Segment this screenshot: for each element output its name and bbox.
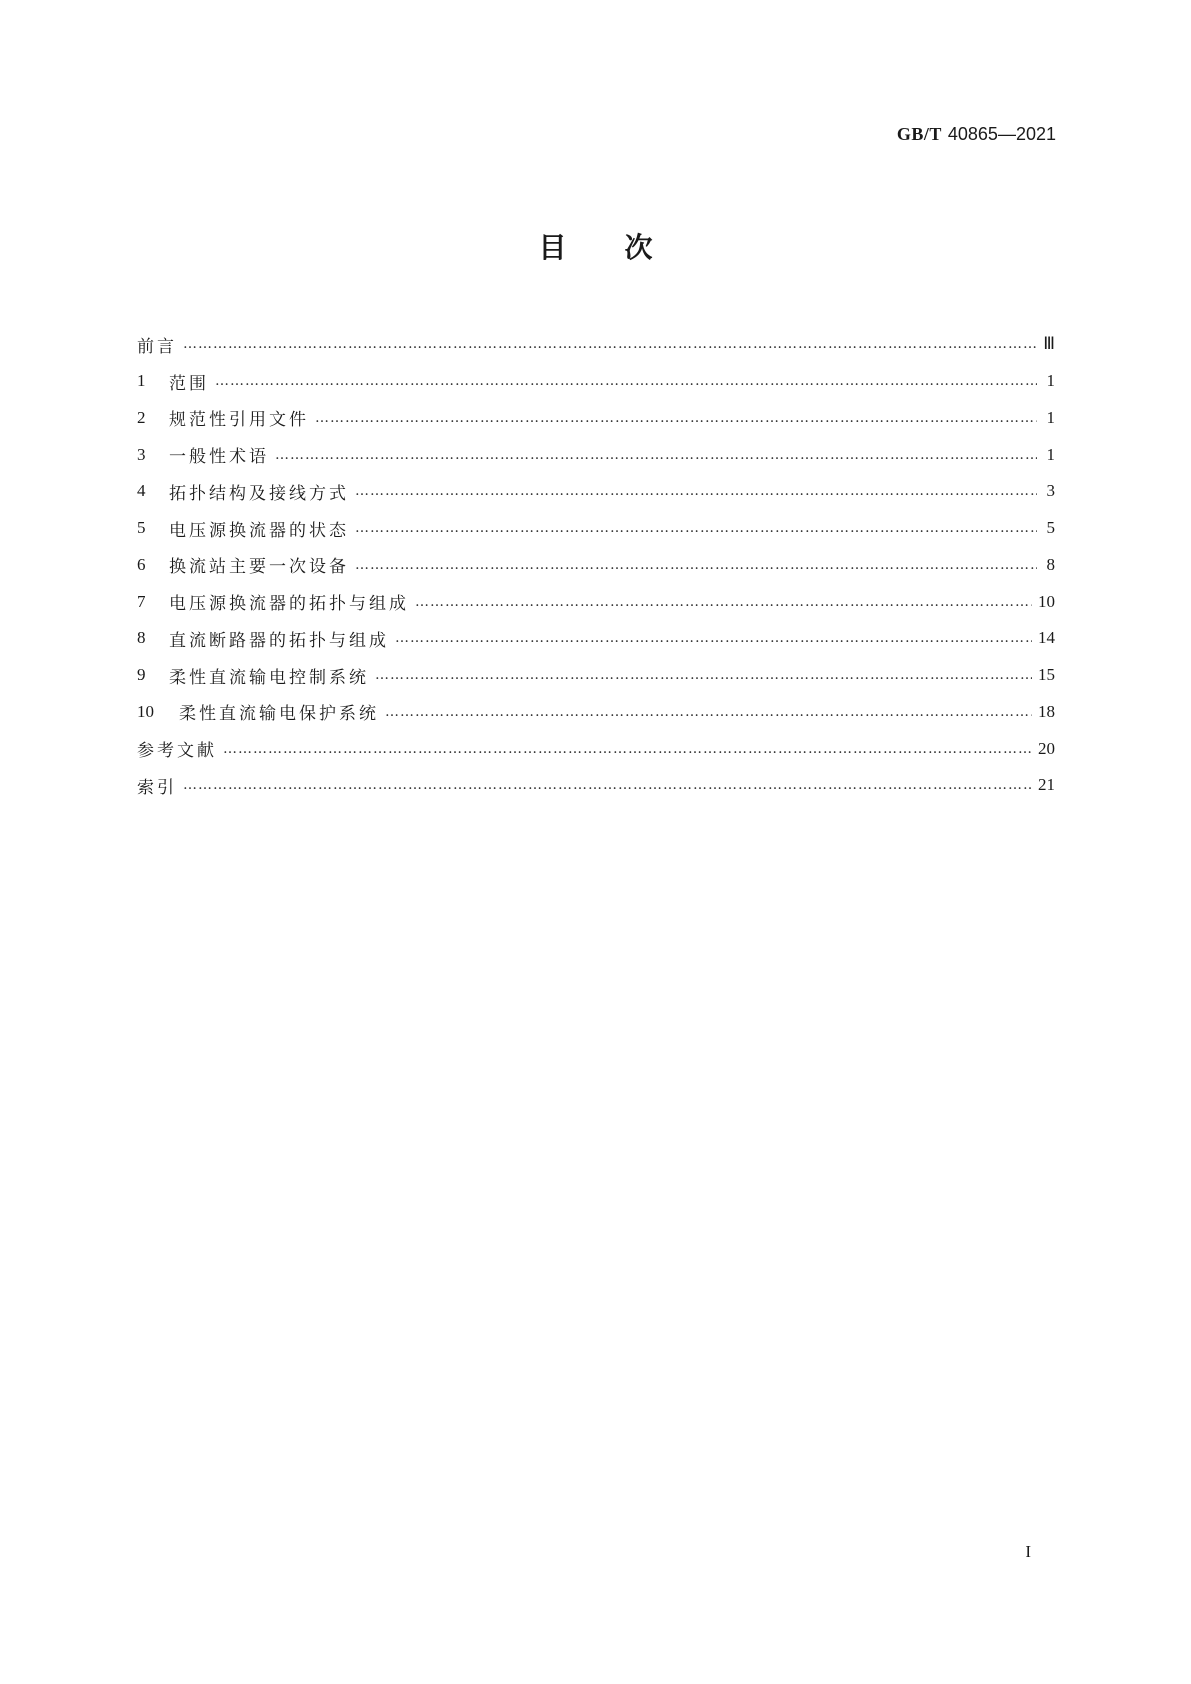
standard-code: 40865—2021 (947, 124, 1056, 144)
toc-leader-dots (275, 447, 1037, 463)
toc-entry-page: 8 (1046, 554, 1055, 574)
toc-entry-label: 拓扑结构及接线方式 (169, 483, 349, 504)
toc-entry-number: 1 (137, 371, 146, 391)
toc-entry-label: 范围 (169, 373, 209, 394)
toc-entry-5[interactable] (137, 510, 1055, 547)
table-of-contents (137, 326, 1055, 804)
toc-leader-dots (183, 336, 1037, 352)
toc-entry-label: 直流断路器的拓扑与组成 (169, 630, 389, 651)
toc-entry-label: 柔性直流输电控制系统 (169, 667, 369, 688)
toc-entry-number: 5 (137, 518, 146, 538)
toc-leader-dots (395, 630, 1032, 646)
toc-leader-dots (355, 483, 1037, 499)
toc-entry-index[interactable] (137, 767, 1055, 804)
toc-entry-7[interactable] (137, 583, 1055, 620)
toc-entry-9[interactable] (137, 657, 1055, 694)
toc-entry-label: 前言 (137, 336, 177, 357)
page-number: I (1025, 1542, 1031, 1561)
toc-entry-label: 一般性术语 (169, 447, 269, 468)
toc-entry-page: 1 (1046, 407, 1055, 427)
toc-entry-page: 10 (1038, 591, 1055, 611)
toc-leader-dots (355, 557, 1037, 573)
toc-entry-label: 索引 (137, 777, 177, 798)
toc-entry-8[interactable] (137, 620, 1055, 657)
page-title-part1: 目 (538, 231, 567, 264)
toc-leader-dots (385, 704, 1032, 720)
toc-entry-page: 1 (1046, 371, 1055, 391)
toc-entry-label: 参考文献 (137, 741, 217, 762)
toc-leader-dots (355, 520, 1037, 536)
toc-entry-label: 电压源换流器的状态 (169, 520, 349, 541)
toc-leader-dots (215, 373, 1037, 389)
toc-entry-foreword[interactable] (137, 326, 1055, 363)
standard-prefix: GB/T (896, 124, 942, 144)
toc-entry-page: 1 (1046, 444, 1055, 464)
toc-entry-page: 21 (1038, 775, 1055, 795)
toc-entry-4[interactable] (137, 473, 1055, 510)
toc-entry-6[interactable] (137, 547, 1055, 584)
toc-entry-number: 9 (137, 665, 146, 685)
toc-entry-references[interactable] (137, 730, 1055, 767)
toc-leader-dots (415, 594, 1032, 610)
toc-entry-3[interactable] (137, 436, 1055, 473)
toc-entry-page: 5 (1046, 518, 1055, 538)
toc-entry-number: 7 (137, 591, 146, 611)
toc-entry-number: 8 (137, 628, 146, 648)
page-title (0, 226, 1191, 266)
toc-leader-dots (375, 667, 1032, 683)
toc-entry-label: 电压源换流器的拓扑与组成 (169, 594, 409, 615)
toc-entry-number: 10 (137, 701, 154, 721)
toc-entry-page: 18 (1038, 701, 1055, 721)
toc-entry-label: 柔性直流输电保护系统 (179, 704, 379, 725)
toc-entry-label: 规范性引用文件 (169, 410, 309, 431)
toc-entry-label: 换流站主要一次设备 (169, 557, 349, 578)
toc-entry-page: 3 (1046, 481, 1055, 501)
toc-leader-dots (183, 777, 1032, 793)
toc-leader-dots (315, 410, 1037, 426)
toc-entry-number: 3 (137, 444, 146, 464)
toc-entry-page: 14 (1038, 628, 1055, 648)
page-title-part2: 次 (624, 231, 653, 264)
toc-entry-10[interactable] (137, 694, 1055, 731)
toc-entry-1[interactable] (137, 363, 1055, 400)
toc-entry-2[interactable] (137, 400, 1055, 437)
toc-entry-number: 4 (137, 481, 146, 501)
toc-leader-dots (223, 741, 1032, 757)
toc-entry-number: 6 (137, 554, 146, 574)
toc-entry-page: 20 (1038, 738, 1055, 758)
standard-number (897, 124, 1056, 145)
toc-entry-page: Ⅲ (1043, 334, 1055, 354)
toc-entry-page: 15 (1038, 665, 1055, 685)
toc-entry-number: 2 (137, 407, 146, 427)
